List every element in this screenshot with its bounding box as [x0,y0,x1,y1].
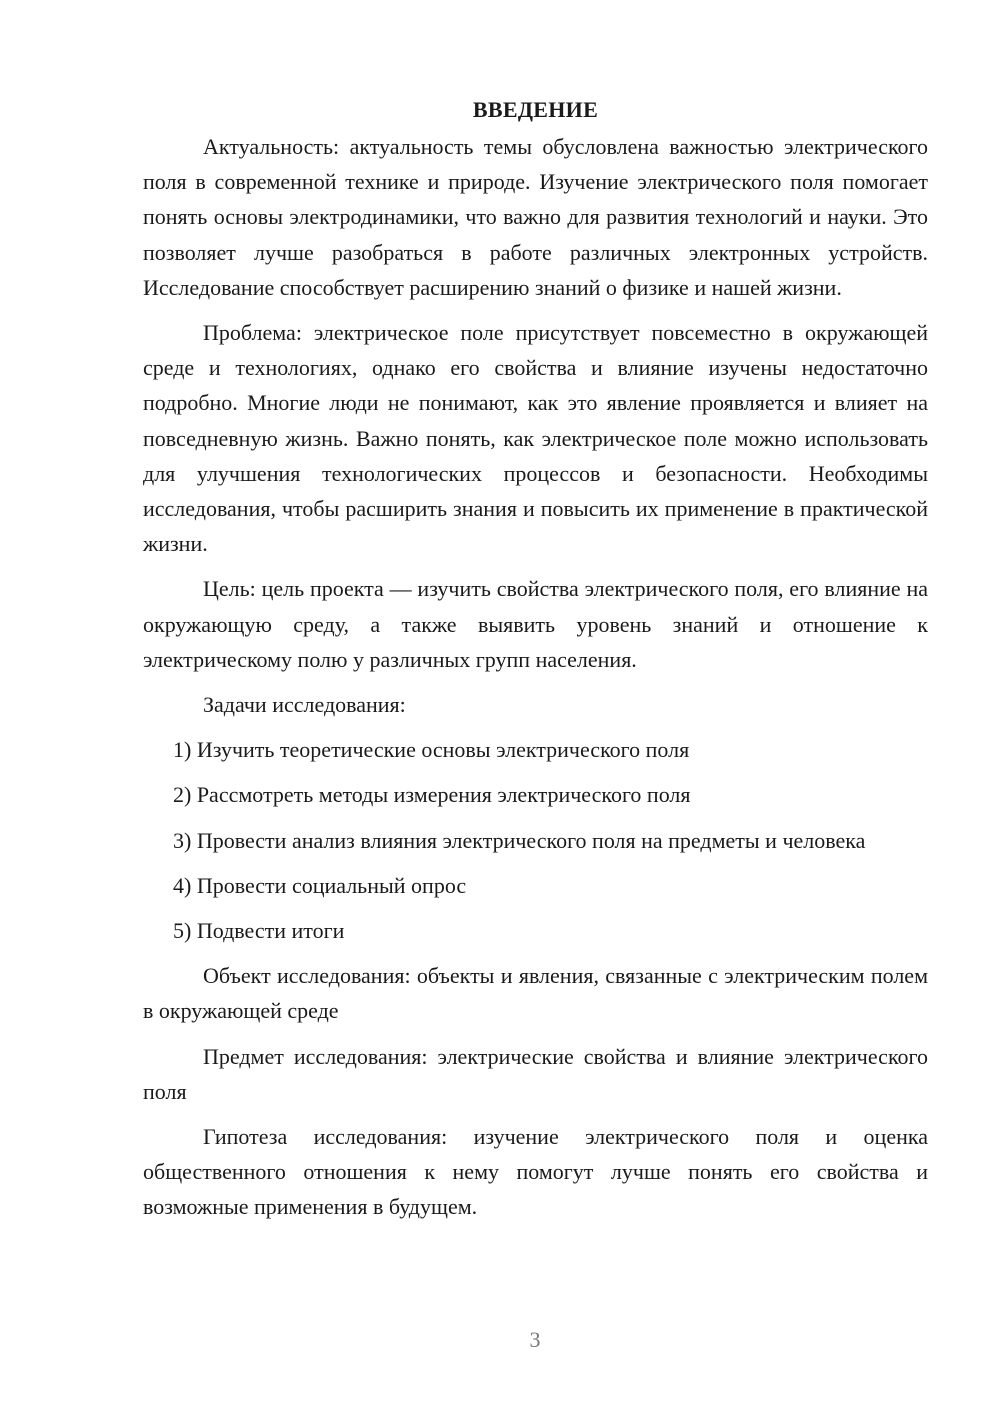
paragraph-problem: Проблема: электрическое поле присутствует повсеместно в окружающей среде и технологиях, однако его свойства и влияние изучены недостаточно подробно. Многие люди не понимают, как это явление проявляется и влияет на повседневную жизнь. Важно понять, как электрическое поле можно использовать для улучшения технологических процессов и безопасности. Необходимы исследования, чтобы расширить знания и повысить их применение в практической жизни. [143,320,928,557]
tasks-heading: Задачи исследования: [203,692,406,718]
task-item-2: 2) Рассмотреть методы измерения электрического поля [173,782,691,808]
task-item-4: 4) Провести социальный опрос [173,872,467,898]
paragraph-goal: Цель: цель проекта — изучить свойства электрического поля, его влияние на окружающую среду, а также выявить уровень знаний и отношение к электрическому полю у различных групп населения. [143,576,928,672]
paragraph-relevance: Актуальность: актуальность темы обусловлена важностью электрического поля в современной технике и природе. Изучение электрического поля помогает понять основы электродинамики, что важно для развития технологий и науки. Это позволяет лучше разобраться в работе различных электронных устройств. Исследование способствует расширению знаний о физике и нашей жизни. [143,134,928,300]
task-item-5: 5) Подвести итоги [173,918,345,944]
paragraph-object: Объект исследования: объекты и явления, связанные с электрическим полем в окружающей среде [143,963,928,1024]
document-page [143,92,928,1235]
paragraph-hypothesis: Гипотеза исследования: изучение электрического поля и оценка общественного отношения к нему помогут лучше понять его свойства и возможные применения в будущем. [143,1124,928,1220]
task-item-1: 1) Изучить теоретические основы электрического поля [173,737,690,763]
page-number: 3 [529,1327,541,1352]
paragraph-subject: Предмет исследования: электрические свойства и влияние электрического поля [143,1043,928,1104]
task-item-3: 3) Провести анализ влияния электрического поля на предметы и человека [173,827,866,853]
page-title: ВВЕДЕНИЕ [472,97,599,122]
